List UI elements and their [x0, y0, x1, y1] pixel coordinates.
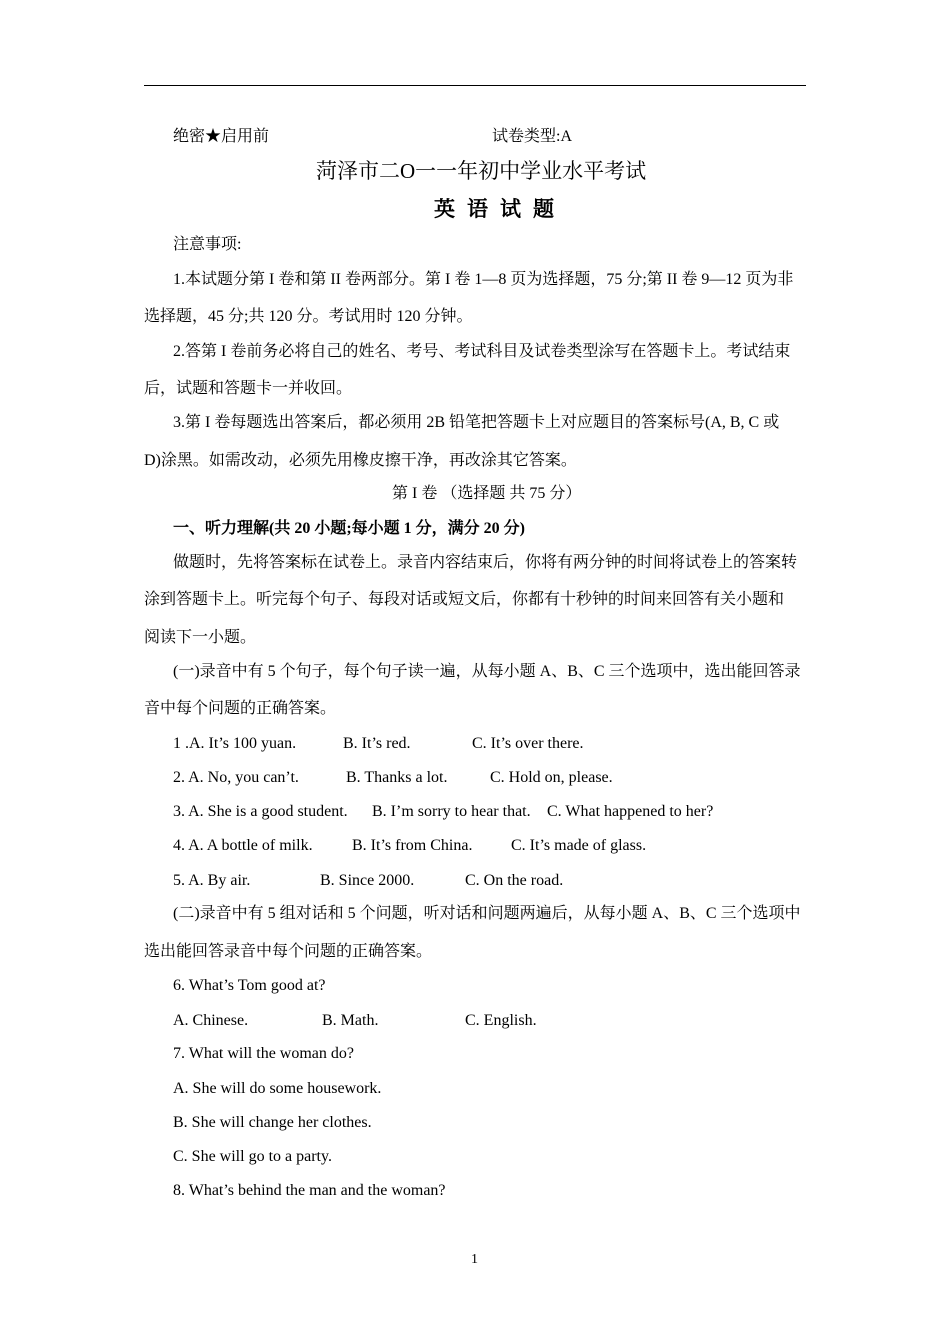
notes-heading: 注意事项:: [173, 236, 242, 253]
note-1-line-2: 选择题，45 分;共 120 分。考试用时 120 分钟。: [144, 308, 473, 325]
q7-option-a: A. She will do some housework.: [173, 1080, 382, 1097]
volume-heading: 第 I 卷 （选择题 共 75 分）: [392, 485, 582, 502]
header-rule: [144, 85, 806, 86]
part-1-instructions-line-2: 音中每个问题的正确答案。: [144, 700, 337, 717]
note-3-line-2: D)涂黑。如需改动，必须先用橡皮擦干净，再改涂其它答案。: [144, 452, 577, 469]
q3-option-b: B. I’m sorry to hear that.: [372, 803, 531, 820]
note-1-line-1: 1.本试题分第 I 卷和第 II 卷两部分。第 I 卷 1—8 页为选择题，75 分;第 II 卷 9—12 页为非: [173, 271, 794, 288]
q6-option-c: C. English.: [465, 1012, 537, 1029]
section-1-heading: 一、听力理解(共 20 小题;每小题 1 分，满分 20 分): [173, 520, 525, 537]
section-1-intro-line-1: 做题时，先将答案标在试卷上。录音内容结束后，你将有两分钟的时间将试卷上的答案转: [173, 554, 798, 571]
secret-label: 绝密★启用前: [173, 128, 270, 145]
section-1-intro-line-2: 涂到答题卡上。听完每个句子、每段对话或短文后，你都有十秒钟的时间来回答有关小题和: [144, 591, 785, 608]
note-3-line-1: 3.第 I 卷每题选出答案后，都必须用 2B 铅笔把答题卡上对应题目的答案标号(A, B, C 或: [173, 414, 780, 431]
paper-type: 试卷类型:A: [492, 128, 573, 145]
q4-option-b: B. It’s from China.: [352, 837, 473, 854]
q2-option-a: 2. A. No, you can’t.: [173, 769, 299, 786]
q2-option-b: B. Thanks a lot.: [346, 769, 448, 786]
q6-option-b: B. Math.: [322, 1012, 379, 1029]
q5-option-a: 5. A. By air.: [173, 872, 251, 889]
q7-option-b: B. She will change her clothes.: [173, 1114, 372, 1131]
part-2-instructions-line-2: 选出能回答录音中每个问题的正确答案。: [144, 943, 433, 960]
q1-option-b: B. It’s red.: [343, 735, 411, 752]
q5-option-c: C. On the road.: [465, 872, 564, 889]
q7-stem: 7. What will the woman do?: [173, 1045, 354, 1062]
exam-subtitle: 英语试题: [434, 197, 566, 221]
q6-option-a: A. Chinese.: [173, 1012, 249, 1029]
page-number: 1: [471, 1252, 478, 1267]
q3-option-a: 3. A. She is a good student.: [173, 803, 348, 820]
q1-option-a: 1 .A. It’s 100 yuan.: [173, 735, 297, 752]
q4-option-c: C. It’s made of glass.: [511, 837, 647, 854]
q6-stem: 6. What’s Tom good at?: [173, 977, 326, 994]
q7-option-c: C. She will go to a party.: [173, 1148, 332, 1165]
part-2-instructions-line-1: (二)录音中有 5 组对话和 5 个问题，听对话和问题两遍后，从每小题 A、B、C 三个选项中: [173, 905, 801, 922]
exam-title: 菏泽市二O一一年初中学业水平考试: [316, 159, 647, 183]
part-1-instructions-line-1: (一)录音中有 5 个句子，每个句子读一遍，从每小题 A、B、C 三个选项中，选出能回答录: [173, 663, 801, 680]
q8-stem: 8. What’s behind the man and the woman?: [173, 1182, 446, 1199]
q2-option-c: C. Hold on, please.: [490, 769, 613, 786]
q5-option-b: B. Since 2000.: [320, 872, 415, 889]
q4-option-a: 4. A. A bottle of milk.: [173, 837, 313, 854]
note-2-line-2: 后，试题和答题卡一并收回。: [144, 380, 353, 397]
q3-option-c: C. What happened to her?: [547, 803, 714, 820]
q1-option-c: C. It’s over there.: [472, 735, 584, 752]
note-2-line-1: 2.答第 I 卷前务必将自己的姓名、考号、考试科目及试卷类型涂写在答题卡上。考试结束: [173, 343, 791, 360]
section-1-intro-line-3: 阅读下一小题。: [144, 629, 257, 646]
